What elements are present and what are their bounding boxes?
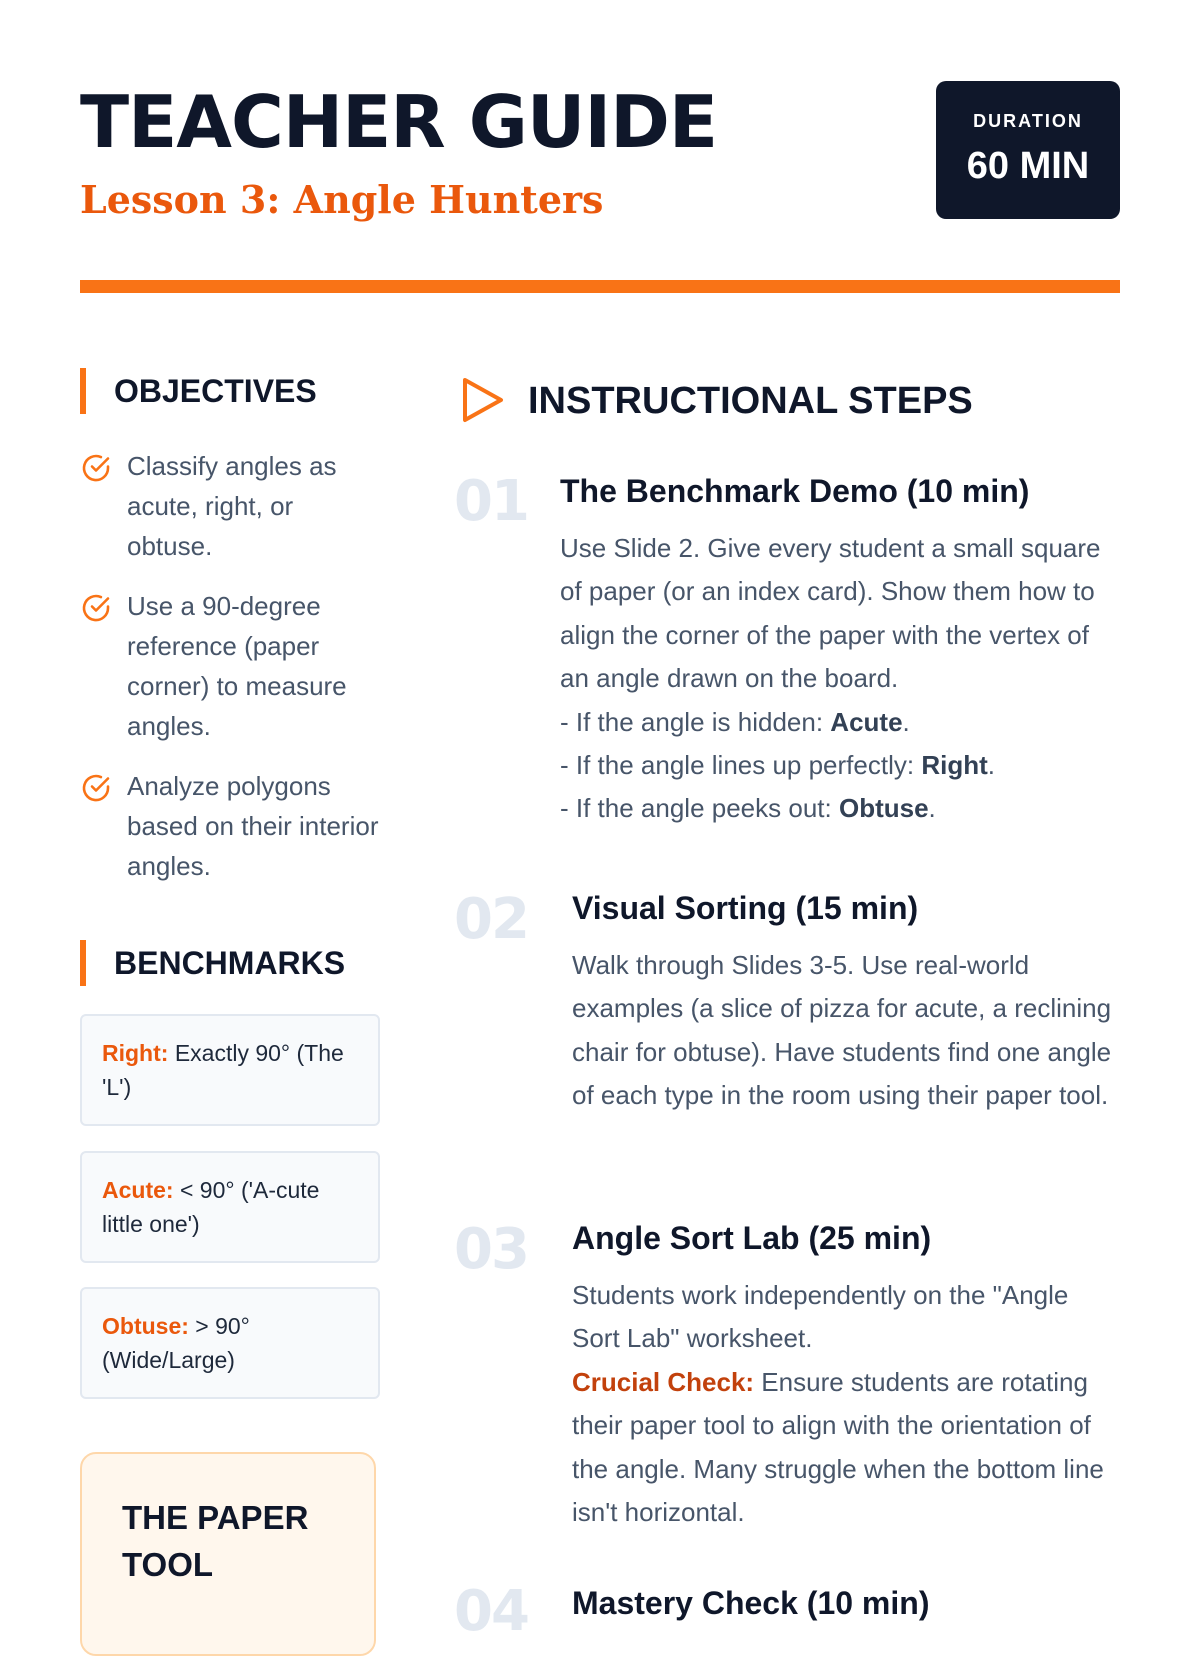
benchmark-desc: Exactly 90° (The 'L') [102,1040,344,1100]
step-bullet: - If the angle peeks out: Obtuse. [560,793,936,824]
step-bullet: - If the angle lines up perfectly: Right. [560,750,995,781]
benchmark-term: Obtuse: [102,1313,189,1339]
step-text: Students work independently on the "Angle Sort Lab" worksheet. [572,1280,1069,1354]
objectives-heading: OBJECTIVES [80,368,317,414]
step-title: Visual Sorting (15 min) [572,890,919,926]
paper-tool-box [80,1452,376,1656]
objective-text: Classify angles as acute, right, or obtuse. [127,451,337,561]
benchmarks-heading: BENCHMARKS [80,940,345,986]
step-body [572,1274,1122,1534]
step-bullet: - If the angle is hidden: Acute. [560,706,910,737]
benchmark-desc: < 90° ('A-cute little one') [102,1177,320,1237]
objective-text: Analyze polygons based on their interior angles. [127,771,379,881]
objective-item [80,766,380,886]
paper-tool-title: THE PAPER TOOL [122,1499,309,1583]
benchmark-desc: > 90° (Wide/Large) [102,1313,250,1373]
step-number: 01 [454,469,528,534]
objective-item [80,586,380,746]
step-title: The Benchmark Demo (10 min) [560,473,1030,509]
play-icon [460,375,506,425]
step-number: 04 [454,1579,528,1644]
benchmark-card-right [80,1014,380,1126]
check-circle-icon [80,592,112,624]
step-number: 02 [454,887,528,952]
lesson-subtitle: Lesson 3: Angle Hunters [80,177,604,222]
benchmark-term: Right: [102,1040,169,1066]
step-text: Walk through Slides 3-5. Use real-world examples (a slice of pizza for acute, a reclining chair for obtuse). Have students find one angle of each type in the room using their paper tool. [572,950,1112,1111]
step-body [572,944,1122,1118]
step-title: Mastery Check (10 min) [572,1585,930,1621]
header-divider [80,280,1120,293]
step-body [560,527,1120,831]
objective-text: Use a 90-degree reference (paper corner) to measure angles. [127,591,347,741]
page-title: TEACHER GUIDE [80,80,718,164]
steps-heading: INSTRUCTIONAL STEPS [528,380,973,422]
step-text: Use Slide 2. Give every student a small square of paper (or an index card). Show them how to align the corner of the paper with the vertex of an angle drawn on the board. [560,533,1101,694]
benchmark-term: Acute: [102,1177,174,1203]
benchmark-card-obtuse [80,1287,380,1399]
check-circle-icon [80,772,112,804]
crucial-check-text: Ensure students are rotating their paper tool to align with the orientation of the angle. Many struggle when the bottom line isn't horizontal. [572,1366,1104,1528]
duration-badge [936,81,1120,219]
step-title: Angle Sort Lab (25 min) [572,1220,932,1256]
benchmark-card-acute [80,1151,380,1263]
objective-item [80,446,380,566]
step-number: 03 [454,1217,528,1282]
step-note [572,1361,1122,1535]
crucial-check-label: Crucial Check: [572,1366,755,1397]
duration-value: 60 MIN [966,145,1090,187]
check-circle-icon [80,452,112,484]
duration-label: DURATION [973,111,1083,131]
